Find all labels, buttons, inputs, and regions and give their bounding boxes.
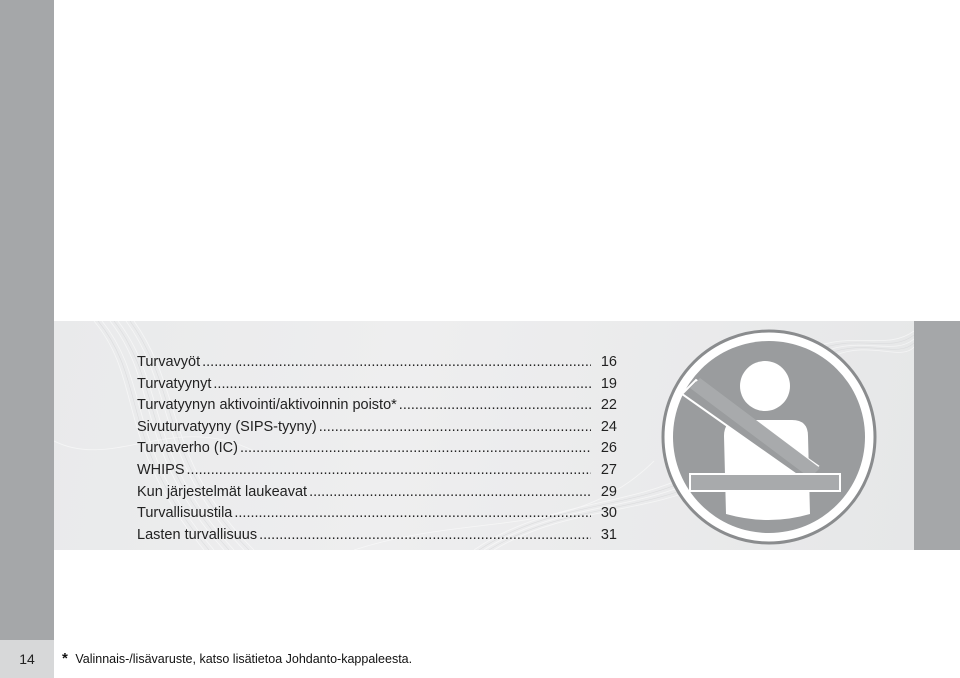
chapter-tab — [914, 321, 960, 550]
page-number: 14 — [0, 640, 54, 678]
toc-leader-dots — [234, 505, 591, 521]
toc-leader-dots — [187, 462, 591, 478]
toc-entry[interactable] — [137, 527, 617, 549]
toc-entry[interactable] — [137, 440, 617, 462]
toc-entry-title: WHIPS — [137, 461, 185, 478]
toc-entry[interactable] — [137, 462, 617, 484]
toc-entry-page: 27 — [600, 461, 617, 478]
toc-leader-dots — [309, 484, 591, 500]
toc-entry-title: Turvallisuustila — [137, 505, 233, 522]
toc-entry-title: Turvavyöt — [137, 354, 201, 370]
toc-entry[interactable] — [137, 376, 617, 398]
toc-leader-dots — [202, 354, 591, 370]
toc-entry-page: 16 — [600, 354, 617, 370]
toc-entry[interactable] — [137, 354, 617, 376]
toc-entry-title: Kun järjestelmät laukeavat — [137, 483, 308, 500]
toc-leader-dots — [259, 527, 591, 543]
toc-entry-page: 30 — [600, 505, 617, 522]
toc-entry-title: Lasten turvallisuus — [137, 526, 258, 543]
toc-leader-dots — [399, 397, 591, 413]
toc-entry[interactable] — [137, 505, 617, 527]
toc-entry-page: 22 — [600, 397, 617, 414]
toc-entry-page: 19 — [600, 375, 617, 392]
toc-entry-title: Turvatyynyn aktivointi/aktivoinnin poisto* — [137, 397, 397, 414]
footnote-text: Valinnais-/lisävaruste, katso lisätietoa Johdanto-kappaleesta. — [75, 652, 413, 666]
toc-entry-page: 29 — [600, 483, 617, 500]
toc-entry[interactable] — [137, 419, 617, 441]
toc-leader-dots — [319, 419, 591, 435]
left-margin-bar — [0, 0, 54, 678]
toc-entry-page: 24 — [600, 418, 617, 435]
toc-entry-title: Turvatyynyt — [137, 375, 212, 392]
toc-entry-page: 31 — [600, 526, 617, 543]
toc-entry-title: Sivuturvatyyny (SIPS-tyyny) — [137, 418, 317, 435]
toc-leader-dots — [213, 376, 591, 392]
toc-leader-dots — [240, 440, 591, 456]
toc-entry[interactable] — [137, 397, 617, 419]
toc-entry-title: Turvaverho (IC) — [137, 440, 238, 457]
toc-entry[interactable] — [137, 484, 617, 506]
table-of-contents — [137, 354, 617, 548]
footnote-marker: * — [62, 650, 68, 667]
seatbelt-icon — [660, 328, 878, 551]
footnote — [62, 650, 412, 667]
toc-entry-page: 26 — [600, 440, 617, 457]
